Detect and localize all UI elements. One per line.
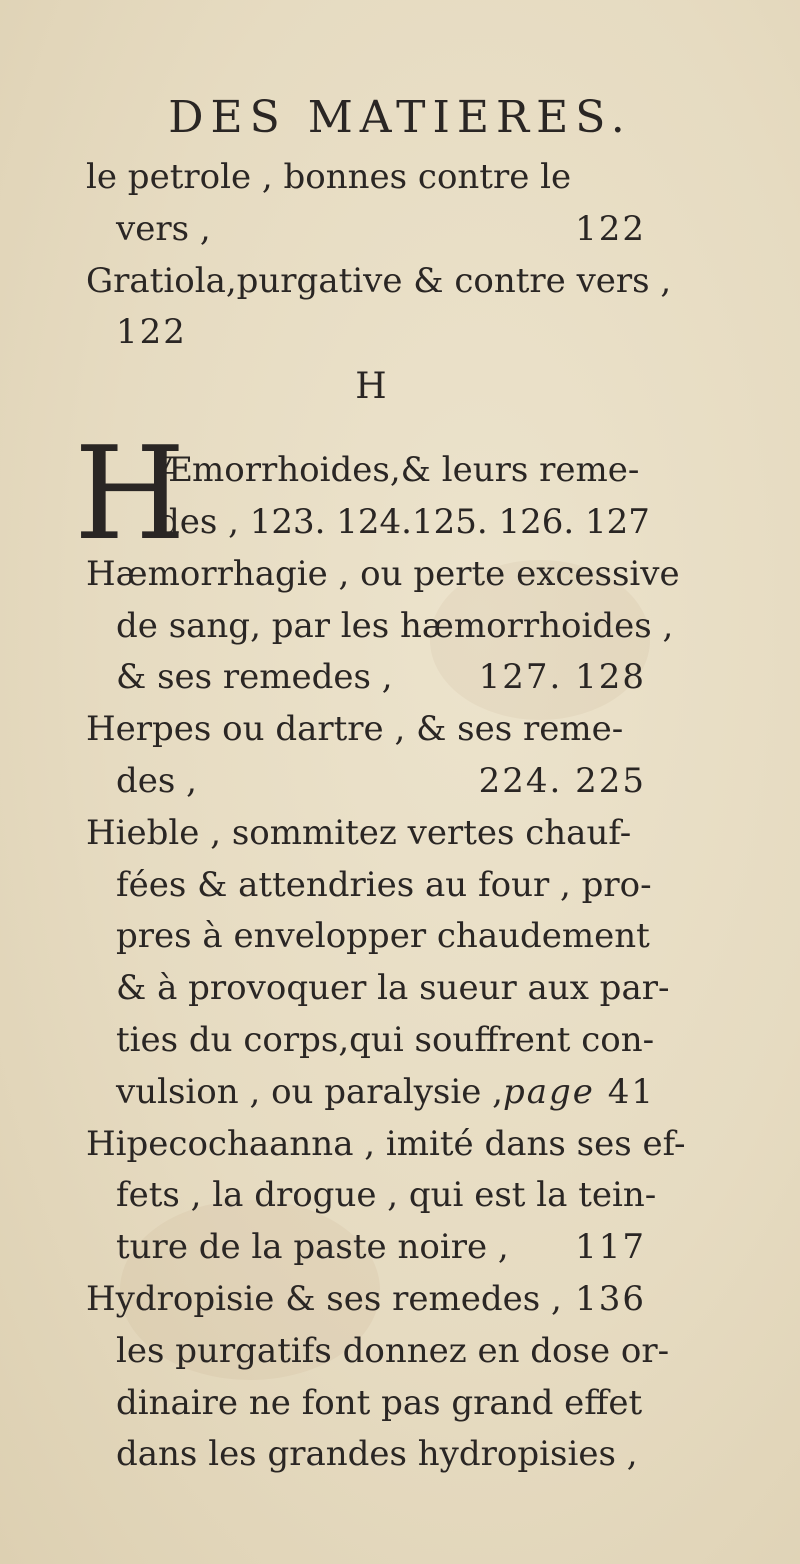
entry-text: vers , (116, 208, 211, 249)
index-line (86, 860, 652, 912)
entry-text: ties du corps,qui souffrent con- (116, 1019, 655, 1060)
index-line (86, 1067, 655, 1119)
entry-text: Hipecochaanna , imité dans ses ef- (86, 1123, 686, 1164)
entry-text: vulsion , ou paralysie , (116, 1071, 503, 1112)
index-line (158, 445, 646, 497)
entry-text: les purgatifs donnez en dose or- (116, 1330, 670, 1371)
index-line (86, 704, 646, 756)
entry-text: dinaire ne font pas grand effet (116, 1382, 643, 1423)
entry-text: ture de la paste noire , (116, 1227, 509, 1268)
index-line (86, 1015, 655, 1067)
index-line (86, 1119, 686, 1171)
index-line (86, 963, 670, 1015)
entry-text: Gratiola,purgative & contre vers , (86, 260, 672, 301)
running-header: DES MATIERES. (168, 92, 632, 143)
index-line (86, 256, 672, 308)
entry-page: 122 (116, 312, 187, 353)
entry-text: des , 123. 124.125. 126. 127 (158, 501, 650, 542)
index-entries (74, 152, 686, 1481)
index-line (86, 307, 646, 359)
section-letter: H (355, 366, 387, 408)
index-line (86, 204, 646, 256)
index-line (86, 756, 646, 808)
index-line (86, 152, 646, 204)
entry-text: Æmorrhoides,& leurs reme- (158, 450, 640, 491)
entry-text: Hæmorrhagie , ou perte excessive (86, 553, 680, 594)
index-line (86, 1429, 646, 1481)
entry-page: 122 (575, 208, 646, 249)
index-line (86, 808, 646, 860)
entry-text: & à provoquer la sueur aux par- (116, 968, 670, 1009)
entry-text: & ses remedes , (116, 657, 393, 698)
entry-text: Hydropisie & ses remedes , (86, 1278, 562, 1319)
index-line (86, 1274, 646, 1326)
entry-text: fées & attendries au four , pro- (116, 864, 652, 905)
index-line (86, 1170, 657, 1222)
entry-text: Hieble , sommitez vertes chauf- (86, 812, 632, 853)
drop-cap: H (74, 420, 186, 570)
entry-text: Herpes ou dartre , & ses reme- (86, 709, 624, 750)
entry-text: de sang, par les hæmorrhoides , (116, 605, 674, 646)
entry-page: page 41 (502, 1071, 655, 1112)
entry-text: le petrole , bonnes contre le (86, 157, 572, 197)
entry-page: 127. 128 (478, 657, 646, 698)
index-line (86, 1222, 646, 1274)
index-line (158, 497, 650, 549)
entry-page: 117 (575, 1227, 646, 1268)
entry-page: 136 (575, 1278, 646, 1319)
dropcap-entry (74, 420, 650, 570)
index-line (86, 911, 650, 963)
index-line (86, 1378, 646, 1430)
entry-list (86, 549, 686, 1481)
entry-page: 224. 225 (478, 760, 646, 801)
index-line (86, 601, 674, 653)
entry-text: pres à envelopper chaudement (116, 916, 650, 957)
entry-text: des , (116, 760, 197, 801)
entry-text: dans les grandes hydropisies , (116, 1434, 638, 1475)
index-line (86, 1326, 670, 1378)
entry-text: fets , la drogue , qui est la tein- (116, 1175, 657, 1216)
index-line (86, 652, 646, 704)
